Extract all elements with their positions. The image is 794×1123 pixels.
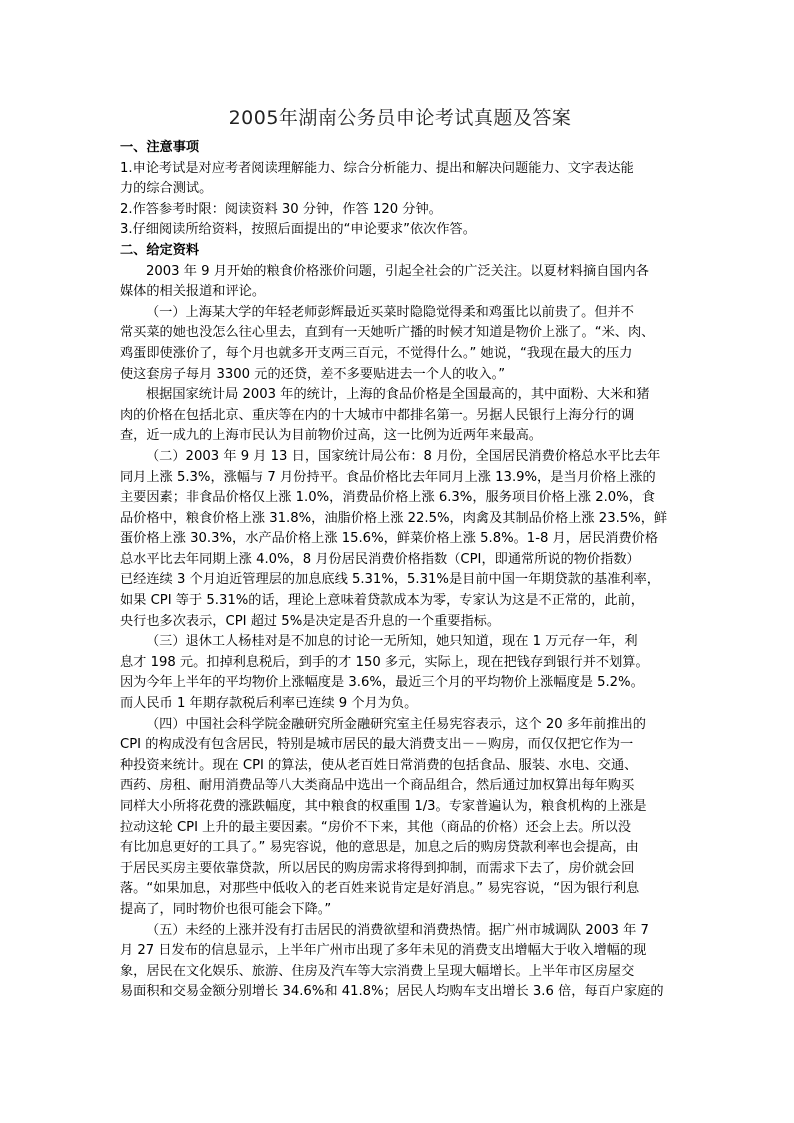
text-line: CPI 的构成没有包含居民，特别是城市居民的最大消费支出－－购房，而仅仅把它作为一 [120,737,634,753]
text-line: 有比加息更好的工具了。” 易宪容说，他的意思是，加息之后的购房贷款利率也会提高，由 [120,840,639,856]
text-line: （一）上海某大学的年轻老师彭辉最近买菜时隐隐觉得柔和鸡蛋比以前贵了。但并不 [146,304,634,320]
paragraph [120,715,680,921]
paragraph [120,303,680,385]
text-line: 同月上涨 5.3%，涨幅与 7 月份持平。食品价格比去年同月上涨 13.9%，是当月价格上涨的 [120,469,656,485]
text-line: 于居民买房主要依靠贷款，所以居民的购房需求将得到抑制，而需求下去了，房价就会回 [120,860,635,876]
paragraph [120,262,680,303]
text-line: 如果 CPI 等于 5.31%的话，理论上意味着贷款成本为零，专家认为这是不正常的，此前， [120,593,644,609]
paragraph [120,385,680,447]
text-line: 肉的价格在包括北京、重庆等在内的十大城市中都排名第一。另据人民银行上海分行的调 [120,407,635,423]
paragraph [120,220,680,241]
text-line: 2003 年 9 月开始的粮食价格涨价问题，引起全社会的广泛关注。以夏材料摘自国内各 [146,263,649,279]
text-line: 3.仔细阅读所给资料，按照后面提出的“申论要求”依次作答。 [120,222,476,238]
text-line: 息才 198 元。扣掉利息税后，到手的才 150 多元，实际上，现在把钱存到银行并不划算。 [120,654,649,670]
text-line: 2.作答参考时限：阅读资料 30 分钟，作答 120 分钟。 [120,201,442,217]
text-line: 根据国家统计局 2003 年的统计，上海的食品价格是全国最高的，其中面粉、大米和猪 [146,387,650,403]
text-line: 落。“如果加息，对那些中低收入的老百姓来说肯定是好消息。” 易宪容说，“因为银行利息 [120,881,640,897]
paragraph [120,159,680,200]
text-line: 总水平比去年同期上涨 4.0%，8 月份居民消费价格指数（CPI，即通常所说的物价指数） [120,551,640,567]
text-line: 力的综合测试。 [120,181,213,197]
text-line: 西药、房租、耐用消费品等八大类商品中选出一个商品组合，然后通过加权算出每年购买 [120,778,635,794]
text-line: 央行也多次表示，CPI 超过 5%是决定是否升息的一个重要指标。 [120,613,501,629]
document-page [120,104,680,1003]
text-line: 同样大小所将花费的涨跌幅度，其中粮食的权重围 1/3。专家普遍认为，粮食机构的上涨是 [120,799,647,814]
section-notes [120,138,680,241]
text-line: （五）未经的上涨并没有打击居民的消费欲望和消费热情。据广州市城调队 2003 年 7 [146,922,649,938]
text-line: 月 27 日发布的信息显示，上半年广州市出现了多年未见的消费支出增幅大于收入增幅的现 [120,943,647,959]
text-line: 拉动这轮 CPI 上升的最主要因素。“房价不下来，其他（商品的价格）还会上去。所以没 [120,819,632,835]
text-line: 鸡蛋即使涨价了，每个月也就多开支两三百元，不觉得什么。” 她说，“我现在最大的压力 [120,345,633,361]
text-line: （二）2003 年 9 月 13 日，国家统计局公布：8 月份，全国居民消费价格总水平比去年 [146,448,661,464]
text-line: 已经连续 3 个月迫近管理层的加息底线 5.31%，5.31%是目前中国一年期贷款的基准利率， [120,572,660,588]
paragraph [120,447,680,632]
text-line: 媒体的相关报道和评论。 [120,284,266,300]
text-line: 而人民币 1 年期存款税后利率已连续 9 个月为负。 [120,696,418,712]
text-line: 查，近一成九的上海市民认为目前物价过高，这一比例为近两年来最高。 [120,428,542,444]
text-line: （三）退休工人杨桂对是不加息的讨论一无所知，她只知道，现在 1 万元存一年，利 [146,634,638,650]
section-heading: 二、给定资料 [120,242,200,258]
text-line: 提高了，同时物价也很可能会下降。” [120,901,332,917]
text-line: 易面积和交易金额分别增长 34.6%和 41.8%；居民人均购车支出增长 3.6 倍，每百户家庭的 [120,984,664,1000]
paragraph [120,921,680,1003]
paragraph [120,200,680,221]
text-line: 品价格中，粮食价格上涨 31.8%，油脂价格上涨 22.5%，肉禽及其制品价格上涨 23.5%，鲜 [120,510,668,526]
text-line: 使这套房子每月 3300 元的还贷，差不多要贴进去一个人的收入。” [120,366,506,382]
text-line: 常买菜的她也没怎么往心里去，直到有一天她听广播的时候才知道是物价上涨了。“米、肉、 [120,325,655,341]
text-line: 1.申论考试是对应考者阅读理解能力、综合分析能力、提出和解决问题能力、文字表达能 [120,160,634,176]
section-heading: 一、注意事项 [120,140,200,155]
section-materials [120,241,680,1003]
document-title: 2005年湖南公务员申论考试真题及答案 [228,107,572,129]
text-line: 象，居民在文化娱乐、旅游、住房及汽车等大宗消费上呈现大幅增长。上半年市区房屋交 [120,963,635,979]
paragraph [120,632,680,714]
text-line: （四）中国社会科学院金融研究所金融研究室主任易宪容表示，这个 20 多年前推出的 [146,716,646,732]
text-line: 蛋价格上涨 30.3%，水产品价格上涨 15.6%，鲜菜价格上涨 5.8%。1-8 月，居民消费价格 [120,531,659,547]
text-line: 因为今年上半年的平均物价上涨幅度是 3.6%，最近三个月的平均物价上涨幅度是 5.2%。 [120,675,644,691]
text-line: 主要因素；非食品价格仅上涨 1.0%，消费品价格上涨 6.3%，服务项目价格上涨 2.0%，食 [120,490,656,506]
text-line: 种投资来统计。现在 CPI 的算法，使从老百姓日常消费的包括食品、服装、水电、交通、 [120,757,638,773]
